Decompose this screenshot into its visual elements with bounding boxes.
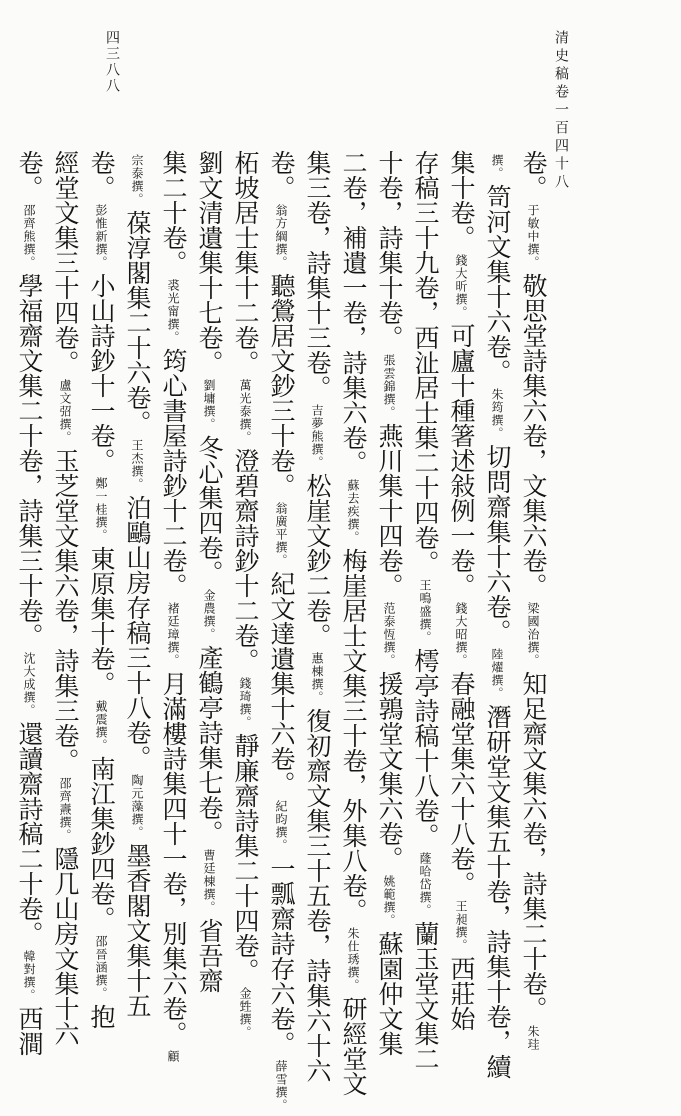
title-text: 柘坡居士集十二卷。: [231, 150, 260, 375]
title-text: 春融堂集六十八卷。: [447, 671, 476, 896]
title-text: 研經堂文: [339, 996, 368, 1096]
title-text: 西澗: [15, 1006, 44, 1056]
author-note: 王鳴盛撰。: [418, 579, 432, 644]
title-text: 劉文清遺集十七卷。: [195, 150, 224, 375]
author-note: 張雲錦撰。: [382, 354, 396, 419]
author-note: 梁國治撰。: [526, 602, 540, 667]
title-text: 澄碧齋詩鈔十二卷。: [231, 448, 260, 673]
author-note: 蕯哈岱撰。: [418, 852, 432, 917]
title-text: 泊鷗山房存稿三十八卷。: [123, 495, 152, 770]
author-note: 褚廷璋撰。: [166, 602, 180, 667]
author-note: 彭惟新撰。: [94, 204, 108, 269]
author-note: 王昶撰。: [454, 900, 468, 952]
text-column: [83, 150, 119, 1029]
title-text: 學福齋文集二十卷，詩集三十卷。: [15, 273, 44, 648]
author-note: 萬光泰撰。: [238, 379, 252, 444]
title-text: 東原集十卷。: [87, 546, 116, 696]
title-text: 集三卷，詩集十三卷。: [303, 150, 332, 400]
text-column: [479, 150, 515, 1079]
title-text: 一瓢齋詩存六卷。: [267, 856, 296, 1056]
title-text: 集十卷。: [447, 150, 476, 250]
text-column: [263, 150, 299, 1112]
title-text: 小山詩鈔十一卷。: [87, 273, 116, 473]
author-note: 沈大成撰。: [22, 652, 36, 717]
author-note: 盧文弨撰。: [58, 379, 72, 444]
title-text: 二卷，補遺一卷，詩集六卷。: [339, 150, 368, 475]
author-note: 王杰撰。: [130, 439, 144, 491]
author-note: 翁方綱撰。: [274, 204, 288, 269]
title-text: 蘭玉堂文集二: [411, 921, 440, 1071]
title-text: 隱几山房文集十六: [51, 846, 80, 1046]
author-note: 薛雪撰。: [274, 1060, 288, 1112]
text-column: [11, 150, 47, 1056]
page-number: 四三八八: [104, 30, 120, 94]
title-text: 集二十卷。: [159, 150, 188, 275]
author-note: 韓對撰。: [22, 950, 36, 1002]
text-column: [407, 150, 443, 1071]
author-note: 邵齊熊撰。: [22, 204, 36, 269]
author-note: 錢琦撰。: [238, 677, 252, 729]
author-note: 范泰恆撰。: [382, 602, 396, 667]
text-column: [299, 150, 335, 1083]
author-note: 邵晉涵撰。: [94, 935, 108, 1000]
title-text: 冬心集四卷。: [195, 435, 224, 585]
title-text: 抱: [87, 1004, 116, 1029]
title-text: 玉芝堂文集六卷，詩集三卷。: [51, 448, 80, 773]
text-columns: [11, 150, 551, 1112]
author-note: 朱筠撰。: [490, 388, 504, 440]
author-note: 蘇去疾撰。: [346, 479, 360, 544]
author-note: 戴震撰。: [94, 700, 108, 752]
author-note: 翁廣平撰。: [274, 502, 288, 567]
title-text: 筠心書屋詩鈔十二卷。: [159, 348, 188, 598]
title-text: 省吾齋: [195, 918, 224, 993]
text-column: [371, 150, 407, 1056]
text-column: [227, 150, 263, 1039]
title-text: 墨香閣文集十五: [123, 843, 152, 1018]
title-text: 十卷，詩集十卷。: [375, 150, 404, 350]
text-column: [335, 150, 371, 1096]
title-text: 月滿樓詩集四十一卷，別集六卷。: [159, 671, 188, 1046]
title-text: 聽鶯居文鈔三十卷。: [267, 273, 296, 498]
title-text: 產鶴亭詩集七卷。: [195, 645, 224, 845]
title-text: 切問齋集十六卷。: [483, 444, 512, 644]
author-note: 宗泰撰。: [130, 154, 144, 206]
author-note: 陸燿撰。: [490, 648, 504, 700]
author-note: 鄭一桂撰。: [94, 477, 108, 542]
text-column: [443, 150, 479, 1031]
author-note: 邵齊燾撰。: [58, 777, 72, 842]
author-note: 朱仕琇撰。: [346, 927, 360, 992]
title-text: 卷。: [87, 150, 116, 200]
title-text: 西莊始: [447, 956, 476, 1031]
title-text: 敬思堂詩集六卷，文集六卷。: [519, 273, 548, 598]
title-text: 葆淳閣集二十六卷。: [123, 210, 152, 435]
title-text: 松崖文鈔二卷。: [303, 473, 332, 648]
author-note: 金農撰。: [202, 589, 216, 641]
text-column: [47, 150, 83, 1046]
author-note: 吉夢熊撰。: [310, 404, 324, 469]
title-text: 卷。: [267, 150, 296, 200]
title-text: 可廬十種箸述敍例一卷。: [447, 323, 476, 598]
title-text: 潛研堂文集五十卷，詩集十卷，續: [483, 704, 512, 1079]
title-text: 紀文達遺集十六卷。: [267, 571, 296, 796]
title-text: 樗亭詩稿十八卷。: [411, 648, 440, 848]
text-column: [119, 150, 155, 1018]
running-head: 清史稿卷一百四十八: [553, 30, 569, 192]
title-text: 燕川集十四卷。: [375, 423, 404, 598]
author-note: 錢大昭撰。: [454, 602, 468, 667]
author-note: 裘光甯撰。: [166, 279, 180, 344]
author-note: 劉墉撰。: [202, 379, 216, 431]
title-text: 卷。: [15, 150, 44, 200]
title-text: 南江集鈔四卷。: [87, 756, 116, 931]
title-text: 復初齋文集三十五卷，詩集六十六: [303, 708, 332, 1083]
author-note: 陶元藻撰。: [130, 774, 144, 839]
text-column: [155, 150, 191, 1063]
author-note: 于敏中撰。: [526, 204, 540, 269]
title-text: 卷。: [519, 150, 548, 200]
text-column: [191, 150, 227, 993]
author-note: 錢大昕撰。: [454, 254, 468, 319]
title-text: 知足齋文集六卷，詩集二十卷。: [519, 671, 548, 1021]
author-note: 撰。: [490, 154, 504, 180]
author-note: 金甡撰。: [238, 987, 252, 1039]
author-note: 姚範撰。: [382, 875, 396, 927]
title-text: 笥河文集十六卷。: [483, 184, 512, 384]
text-column: [515, 150, 551, 1051]
title-text: 經堂文集三十四卷。: [51, 150, 80, 375]
author-note: 紀昀撰。: [274, 800, 288, 852]
author-note: 朱珪: [526, 1025, 540, 1051]
title-text: 梅崖居士文集三十卷，外集八卷。: [339, 548, 368, 923]
author-note: 顧: [166, 1050, 180, 1063]
author-note: 曹廷棟撰。: [202, 849, 216, 914]
author-note: 惠棟撰。: [310, 652, 324, 704]
title-text: 援鶉堂文集六卷。: [375, 671, 404, 871]
title-text: 蘇園仲文集: [375, 931, 404, 1056]
title-text: 存稿三十九卷，西沚居士集二十四卷。: [411, 150, 440, 575]
title-text: 靜廉齋詩集二十四卷。: [231, 733, 260, 983]
title-text: 還讀齋詩稿二十卷。: [15, 721, 44, 946]
